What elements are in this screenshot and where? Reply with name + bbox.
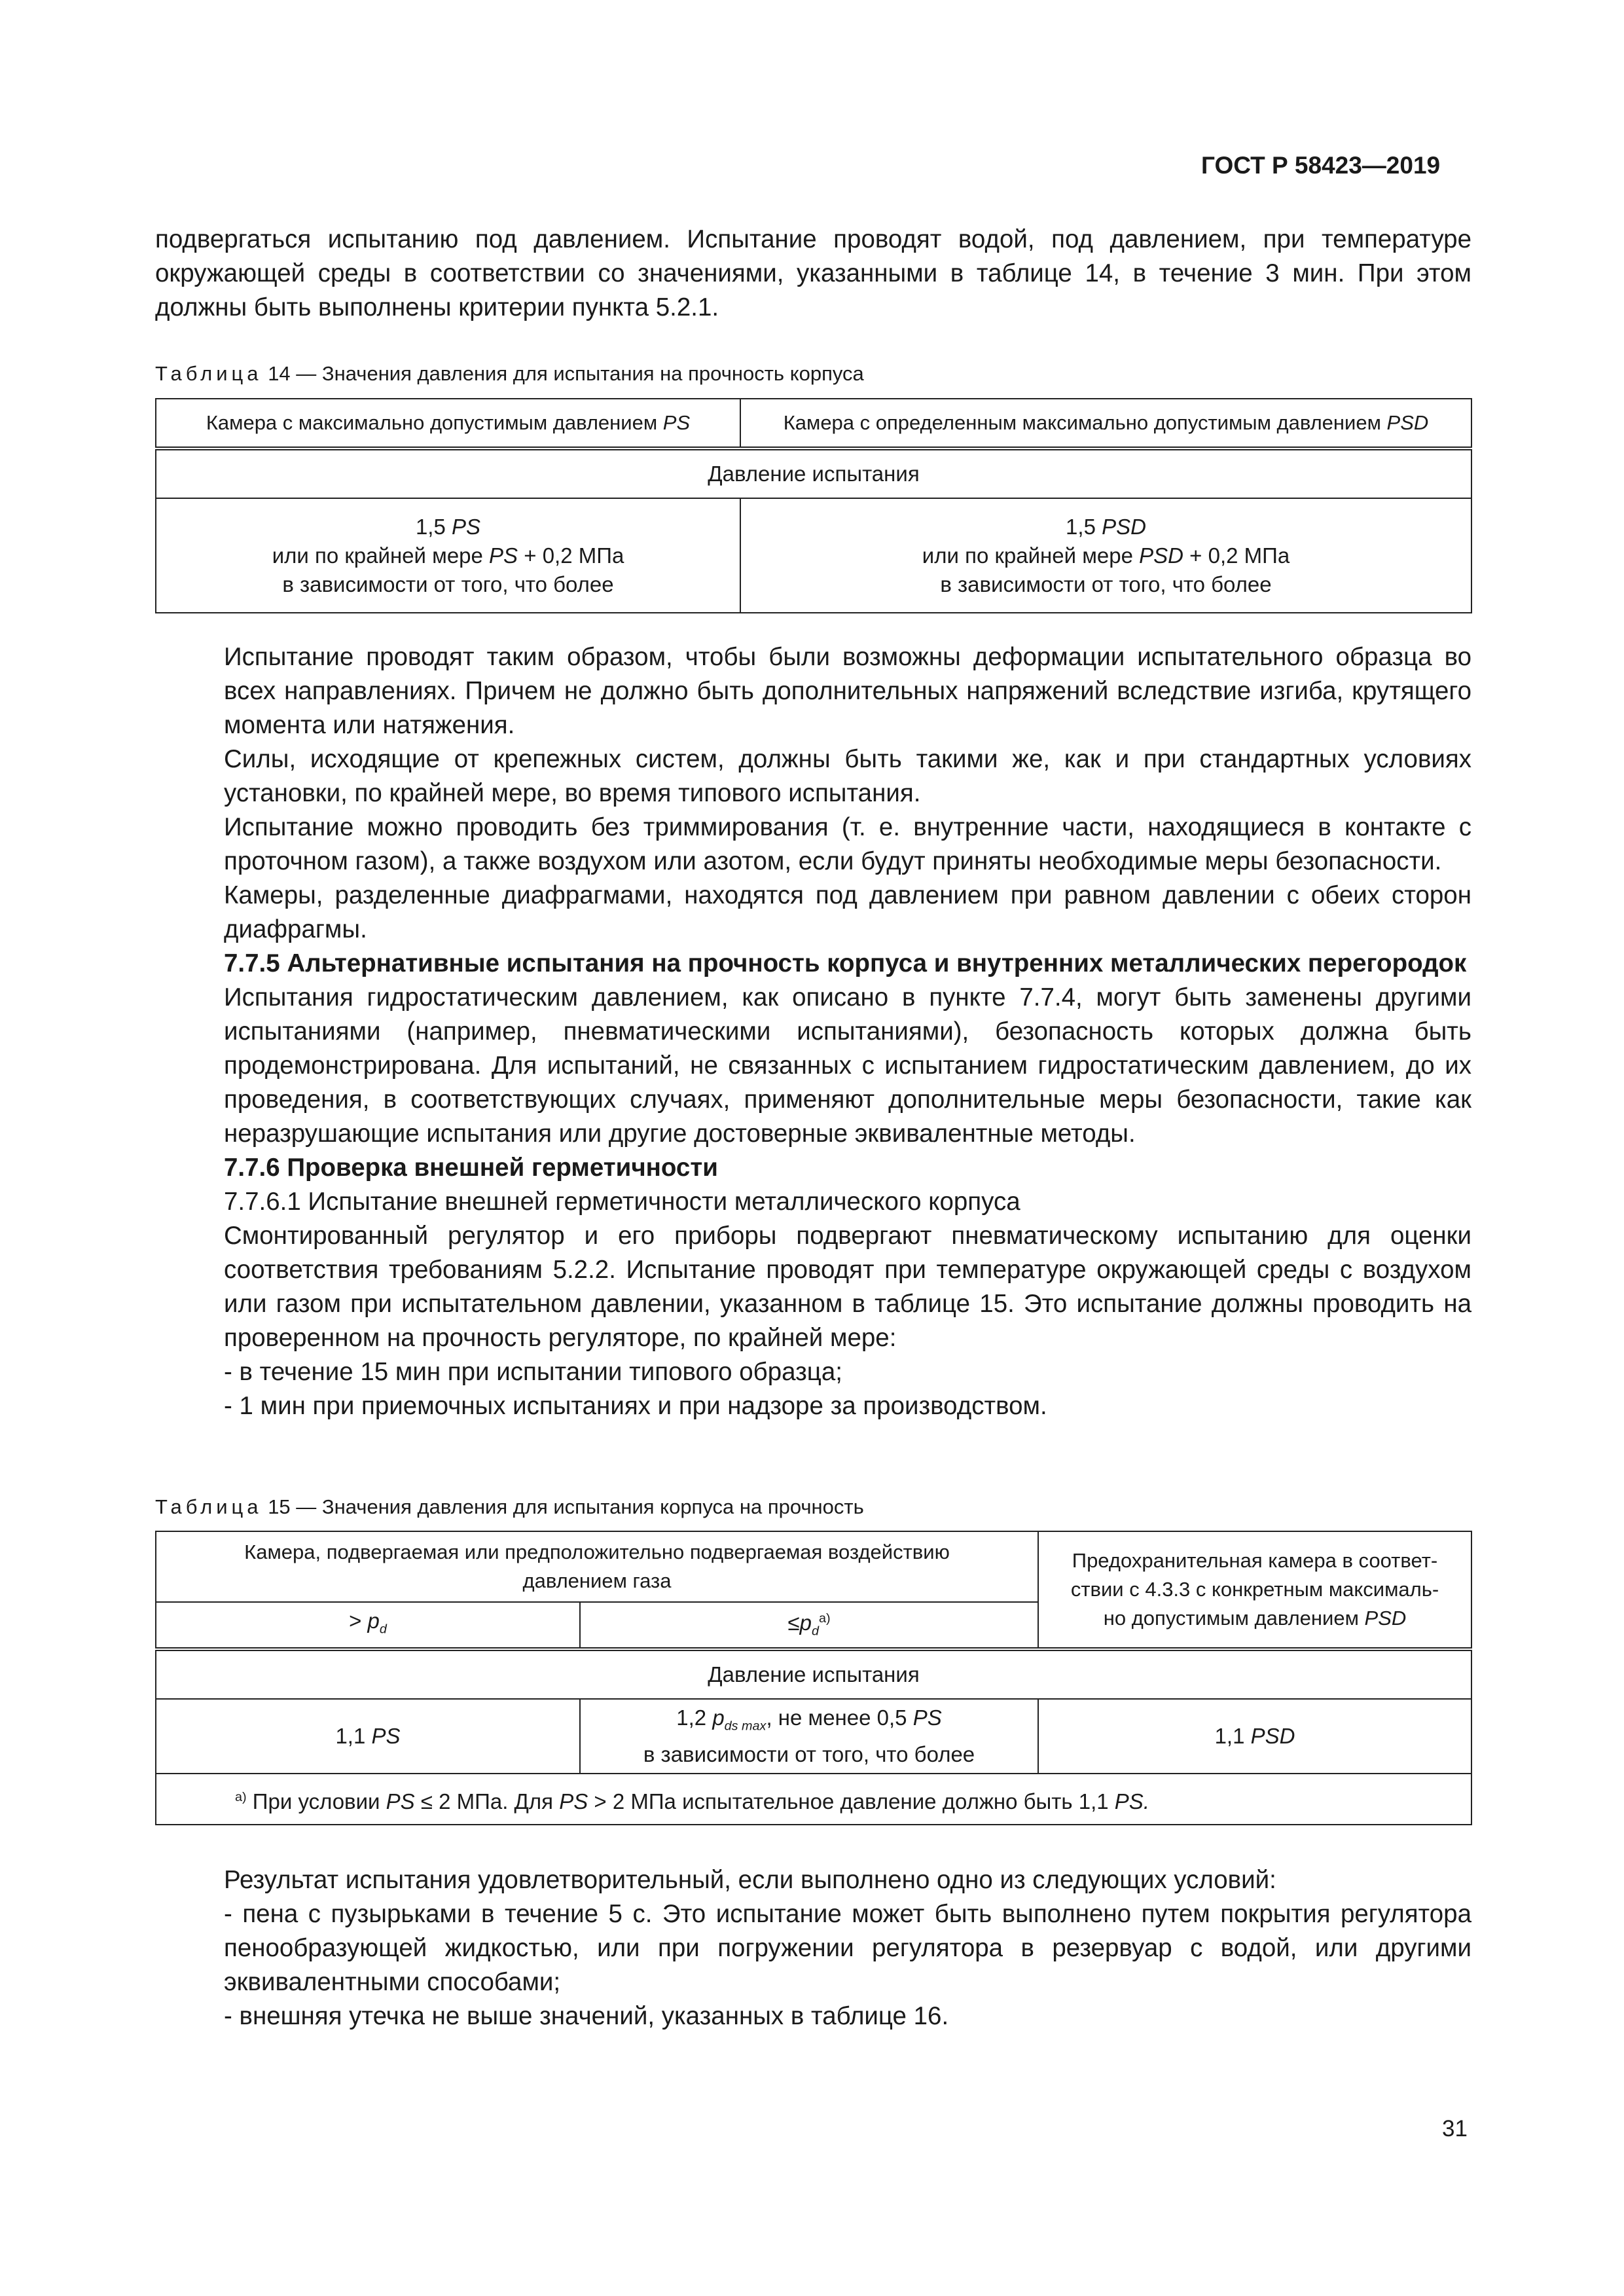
table15-caption-label: Таблица (155, 1495, 262, 1518)
table14-cell-1: 1,5 PS или по крайней мере PS + 0,2 МПа в зависимости от того, что более (156, 498, 740, 613)
table15-footnote: $^{а)}$ При условии PS ≤ 2 МПа. Для PS > 2 МПа испытательное давление должно быть 1,1 PS. (156, 1774, 1471, 1825)
table14-caption-text: 14 — Значения давления для испытания на прочность корпуса (268, 362, 864, 385)
section-7761-title: 7.7.6.1 Испытание внешней герметичности металлического корпуса (224, 1188, 1020, 1216)
table14-col2-header: Камера с определенным максимально допустимым давлением PSD (740, 399, 1471, 448)
section-775-text: Испытания гидростатическим давлением, как описано в пункте 7.7.4, могут быть заменены другими испытаниями (например, пневматическими испытаниями), безопасность которых должна быть продемонстрирована. Для испытаний, не связанных с испытанием гидростатическим давлением, до их проведения, в соответствующих случаях, применяют дополнительные меры безопасности, такие как неразрушающие испытания или другие достоверные эквивалентные методы. (224, 983, 1471, 1148)
paragraph: Силы, исходящие от крепежных систем, должны быть такими же, как и при стандартных условиях установки, по крайней мере, во время типового испытания. (224, 745, 1471, 807)
table15-caption (155, 1495, 864, 1519)
section-776-heading: 7.7.6 Проверка внешней герметичности (224, 1154, 718, 1182)
table15-header-top: Камера, подвергаемая или предположительно подвергаемая воздействию давлением газа (156, 1531, 1038, 1602)
intro-paragraph: подвергаться испытанию под давлением. Испытание проводят водой, под давлением, при температуре окружающей среды в соответствии со значениями, указанными в таблице 14, в течение 3 мин. При этом должны быть выполнены критерии пункта 5.2.1. (155, 225, 1471, 321)
section-7761-text: Смонтированный регулятор и его приборы подвергают пневматическому испытанию для оценки соответствия требованиям 5.2.2. Испытание проводят при температуре окружающей среды с воздухом или газом при испытательном давлении, указанном в таблице 15. Это испытание должны проводить на проверенном на прочность регуляторе, по крайней мере: (224, 1222, 1471, 1352)
list-item: - внешняя утечка не выше значений, указанных в таблице 16. (224, 2002, 949, 2030)
document-header: ГОСТ Р 58423—2019 (1201, 152, 1441, 179)
list-item: - пена с пузырьками в течение 5 с. Это испытание может быть выполнено путем покрытия регулятора пенообразующей жидкостью, или при погружении регулятора в резервуар с водой, или другими эквивалентными способами; (224, 1900, 1471, 1996)
table15-cell-2: 1,2 $p_{ds max}$, не менее 0,5 PS в зависимости от того, что более (580, 1699, 1038, 1774)
table15-cell-3: 1,1 PSD (1038, 1699, 1471, 1774)
table-14 (155, 398, 1472, 613)
table15-header-right: Предохранительная камера в соответ- ствии с 4.3.3 с конкретным максималь- но допустимым давлением PSD (1038, 1531, 1471, 1649)
table15-subheader-1: > $p_d$ (156, 1602, 580, 1649)
table15-span-header: Давление испытания (156, 1649, 1471, 1699)
paragraphs-block-a (155, 640, 1471, 1423)
table14-cell-2: 1,5 PSD или по крайней мере PSD + 0,2 МПа в зависимости от того, что более (740, 498, 1471, 613)
page-number: 31 (1442, 2116, 1468, 2141)
table14-span-header: Давление испытания (156, 448, 1471, 498)
table15-subheader-2: $\le p_d^{а)}$ (580, 1602, 1038, 1649)
result-intro: Результат испытания удовлетворительный, если выполнено одно из следующих условий: (224, 1866, 1276, 1894)
paragraph: Камеры, разделенные диафрагмами, находятся под давлением при равном давлении с обеих сторон диафрагмы. (224, 881, 1471, 943)
table14-caption-label: Таблица (155, 362, 262, 385)
list-item: - в течение 15 мин при испытании типового образца; (224, 1358, 842, 1386)
table14-col1-header: Камера с максимально допустимым давлением PS (156, 399, 740, 448)
table14-caption (155, 362, 864, 386)
table15-cell-1: 1,1 PS (156, 1699, 580, 1774)
table15-caption-text: 15 — Значения давления для испытания корпуса на прочность (268, 1495, 864, 1518)
paragraph: Испытание можно проводить без триммирования (т. е. внутренние части, находящиеся в контакте с проточном газом), а также воздухом или азотом, если будут приняты необходимые меры безопасности. (224, 813, 1471, 875)
paragraphs-block-b (155, 1863, 1471, 2033)
section-775-heading: 7.7.5 Альтернативные испытания на прочность корпуса и внутренних металлических перегородок (224, 949, 1467, 977)
list-item: - 1 мин при приемочных испытаниях и при надзоре за производством. (224, 1392, 1047, 1420)
paragraph: Испытание проводят таким образом, чтобы были возможны деформации испытательного образца во всех направлениях. Причем не должно быть дополнительных напряжений вследствие изгиба, крутящего момента или натяжения. (224, 643, 1471, 739)
table-15 (155, 1531, 1472, 1825)
